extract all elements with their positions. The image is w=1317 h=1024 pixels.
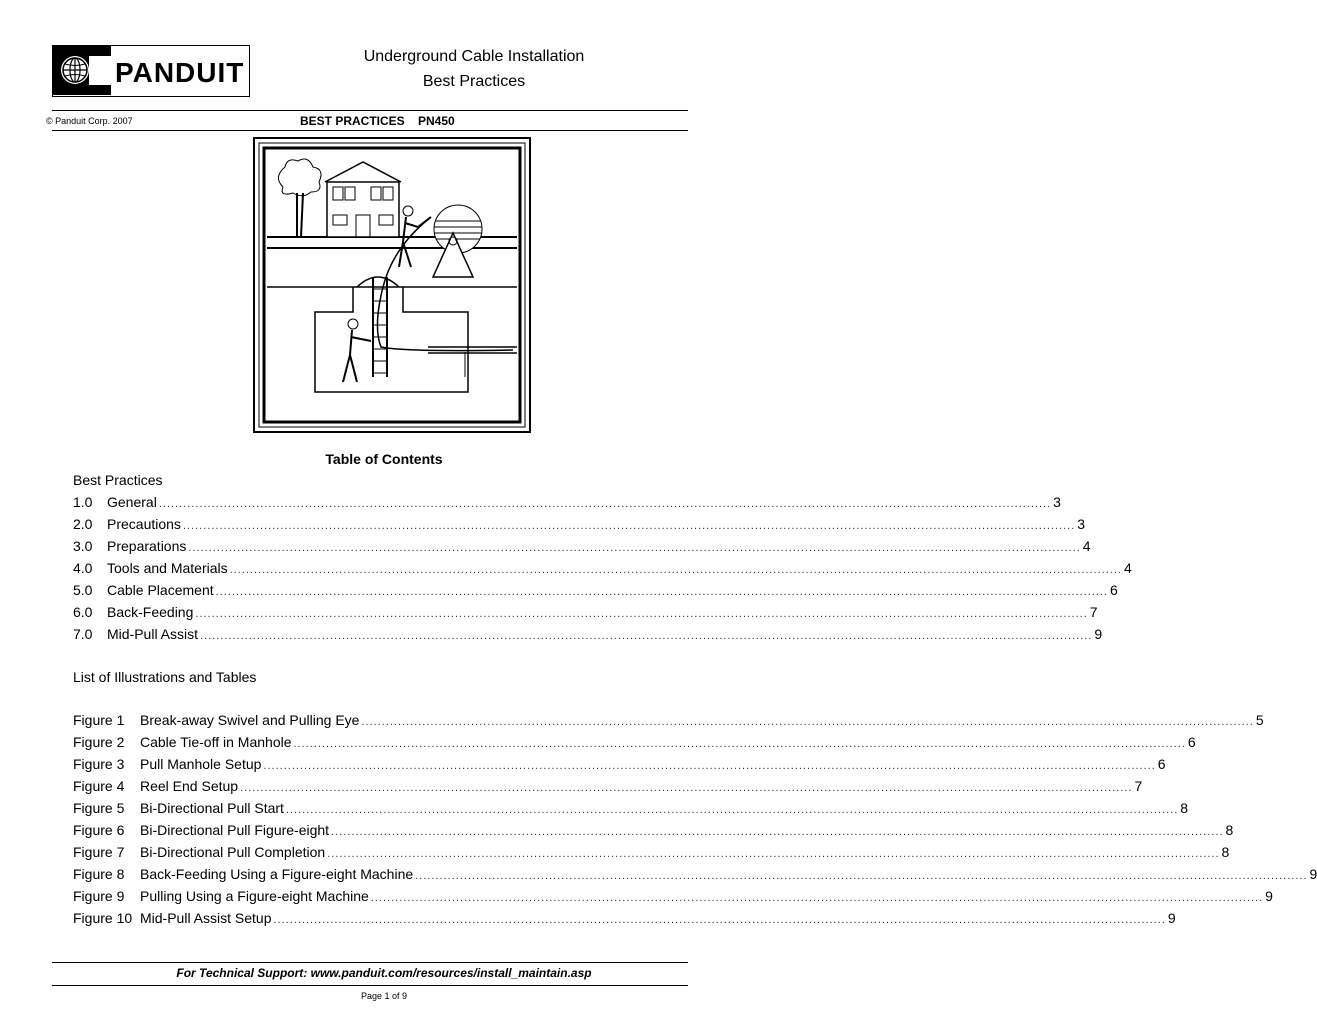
illustrations-title: List of Illustrations and Tables [73, 669, 257, 685]
figure-label: Break-away Swivel and Pulling Eye [140, 712, 360, 728]
figure-page: 8 [1225, 822, 1234, 838]
toc-entry-page: 4 [1082, 538, 1091, 554]
figure-number: Figure 8 [73, 866, 125, 882]
figure-entry[interactable] [73, 734, 1196, 754]
figure-label: Mid-Pull Assist Setup [140, 910, 272, 926]
toc-entry-page: 6 [1109, 582, 1118, 598]
toc-entry-number: 5.0 [73, 582, 93, 598]
toc-leader-dots: ............................................................................................................................................................................................................................ [188, 542, 1081, 554]
toc-leader-dots: ............................................................................................................................................................................................................................ [415, 870, 1308, 882]
figure-page: 8 [1221, 844, 1230, 860]
figure-label: Cable Tie-off in Manhole [140, 734, 292, 750]
figure-page: 8 [1180, 800, 1189, 816]
toc-leader-dots: ............................................................................................................................................................................................................................ [240, 782, 1133, 794]
figure-entry[interactable] [73, 800, 1189, 820]
figure-number: Figure 4 [73, 778, 125, 794]
toc-entry[interactable] [73, 626, 1103, 646]
figure-entry[interactable] [73, 866, 1317, 886]
toc-entry-label: Precautions [107, 516, 181, 532]
toc-leader-dots: ............................................................................................................................................................................................................................ [327, 848, 1220, 860]
toc-leader-dots: ............................................................................................................................................................................................................................ [293, 738, 1186, 750]
figure-label: Pull Manhole Setup [140, 756, 262, 772]
figure-entry[interactable] [73, 844, 1230, 864]
toc-leader-dots: ............................................................................................................................................................................................................................ [195, 608, 1088, 620]
toc-entry-page: 7 [1089, 604, 1098, 620]
doc-title-line1: Underground Cable Installation [363, 48, 585, 65]
figure-entry[interactable] [73, 888, 1273, 908]
toc-leader-dots: ............................................................................................................................................................................................................................ [361, 716, 1254, 728]
toc-entry-page: 9 [1094, 626, 1103, 642]
toc-leader-dots: ............................................................................................................................................................................................................................ [182, 520, 1076, 532]
figure-number: Figure 5 [73, 800, 125, 816]
figure-page: 9 [1265, 888, 1273, 904]
toc-entry-number: 3.0 [73, 538, 93, 554]
doc-title-line2: Best Practices [422, 73, 526, 90]
figure-label: Bi-Directional Pull Figure-eight [140, 822, 330, 838]
toc-entry-number: 7.0 [73, 626, 93, 642]
toc-entry-label: Mid-Pull Assist [107, 626, 199, 642]
figure-page: 7 [1134, 778, 1143, 794]
toc-entry-number: 2.0 [73, 516, 93, 532]
figure-page: 9 [1309, 866, 1317, 882]
toc-entry-number: 6.0 [73, 604, 93, 620]
figure-entry[interactable] [73, 756, 1166, 776]
figure-entry[interactable] [73, 910, 1176, 930]
figure-number: Figure 10 [73, 910, 133, 926]
figure-number: Figure 9 [73, 888, 125, 904]
figure-entry[interactable] [73, 712, 1264, 732]
panduit-logo [52, 45, 250, 97]
toc-leader-dots: ............................................................................................................................................................................................................................ [370, 892, 1264, 904]
figure-number: Figure 7 [73, 844, 125, 860]
copyright: © Panduit Corp. 2007 [46, 116, 133, 126]
toc-entry[interactable] [73, 516, 1086, 536]
toc-entry-label: General [107, 494, 157, 510]
figure-label: Bi-Directional Pull Start [140, 800, 284, 816]
figure-entry[interactable] [73, 822, 1234, 842]
figure-entry[interactable] [73, 778, 1143, 798]
figure-label: Back-Feeding Using a Figure-eight Machine [140, 866, 414, 882]
figure-page: 6 [1157, 756, 1166, 772]
toc-entry-page: 4 [1123, 560, 1132, 576]
toc-leader-dots: ............................................................................................................................................................................................................................ [285, 804, 1179, 816]
globe-logo-icon [53, 46, 113, 96]
toc-leader-dots: ............................................................................................................................................................................................................................ [200, 630, 1093, 642]
toc-entry-label: Preparations [107, 538, 187, 554]
toc-entry[interactable] [73, 560, 1132, 580]
toc-entry[interactable] [73, 538, 1091, 558]
doc-id: BEST PRACTICES PN450 [300, 114, 455, 128]
toc-entry-label: Tools and Materials [107, 560, 228, 576]
header-rule [52, 110, 688, 111]
figure-page: 9 [1167, 910, 1176, 926]
figure-page: 5 [1255, 712, 1264, 728]
toc-leader-dots: ............................................................................................................................................................................................................................ [263, 760, 1156, 772]
toc-entry-page: 3 [1077, 516, 1086, 532]
toc-heading: Table of Contents [325, 451, 443, 467]
figure-label: Bi-Directional Pull Completion [140, 844, 326, 860]
toc-leader-dots: ............................................................................................................................................................................................................................ [273, 914, 1166, 926]
support-link[interactable]: For Technical Support: www.panduit.com/resources/install_maintain.asp [176, 966, 592, 980]
figure-label: Pulling Using a Figure-eight Machine [140, 888, 369, 904]
figure-number: Figure 2 [73, 734, 125, 750]
toc-leader-dots: ............................................................................................................................................................................................................................ [215, 586, 1108, 598]
logo-wordmark: PANDUIT [115, 57, 245, 88]
figure-number: Figure 6 [73, 822, 125, 838]
toc-leader-dots: ............................................................................................................................................................................................................................ [158, 498, 1052, 510]
toc-entry-label: Cable Placement [107, 582, 214, 598]
toc-entry[interactable] [73, 494, 1061, 514]
toc-leader-dots: ............................................................................................................................................................................................................................ [331, 826, 1224, 838]
footer-rule-bottom [52, 985, 688, 986]
toc-leader-dots: ............................................................................................................................................................................................................................ [229, 564, 1122, 576]
figure-number: Figure 1 [73, 712, 125, 728]
header-rule-bottom [52, 130, 688, 131]
figure-page: 6 [1187, 734, 1196, 750]
toc-entry[interactable] [73, 582, 1118, 602]
toc-entry[interactable] [73, 604, 1098, 624]
toc-entry-label: Back-Feeding [107, 604, 194, 620]
footer-rule [52, 962, 688, 963]
toc-section-title: Best Practices [73, 472, 163, 488]
figure-label: Reel End Setup [140, 778, 239, 794]
toc-entry-page: 3 [1053, 494, 1061, 510]
cable-installation-illustration [253, 137, 531, 433]
toc-entry-number: 1.0 [73, 494, 93, 510]
toc-entry-number: 4.0 [73, 560, 93, 576]
figure-number: Figure 3 [73, 756, 125, 772]
page-number: Page 1 of 9 [360, 991, 408, 1001]
